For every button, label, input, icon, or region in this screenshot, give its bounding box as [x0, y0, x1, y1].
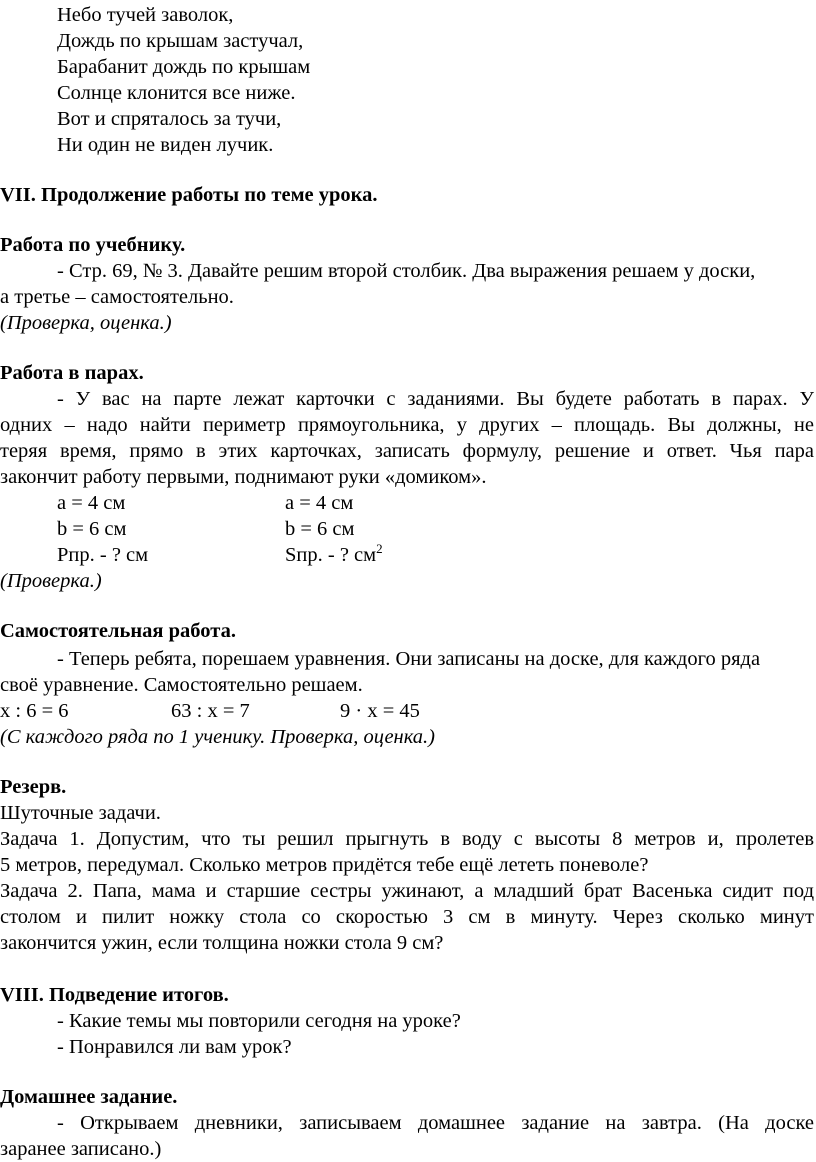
poem-line: Вот и спряталось за тучи,: [57, 108, 282, 130]
check-note: (С каждого ряда по 1 ученику. Проверка, оценка.): [0, 726, 436, 748]
equation: x : 6 = 6: [0, 700, 69, 722]
paragraph-line: теряя время, прямо в этих карточках, записать формулу, решение и ответ. Чья пара: [0, 440, 814, 462]
paragraph-line: закончит работу первыми, поднимают руки «домиком».: [0, 466, 487, 488]
check-note: (Проверка.): [0, 570, 102, 592]
subsection-heading: Резерв.: [0, 776, 67, 798]
subsection-heading: Работа в парах.: [0, 362, 144, 384]
check-note: (Проверка, оценка.): [0, 312, 172, 334]
subsection-heading: Работа по учебнику.: [0, 234, 186, 256]
poem-line: Дождь по крышам застучал,: [57, 30, 304, 52]
task-line: 5 метров, передумал. Сколько метров придётся тебе ещё лететь поневоле?: [0, 854, 649, 876]
paragraph-line: - Стр. 69, № 3. Давайте решим второй столбик. Два выражения решаем у доски,: [57, 260, 756, 282]
task-line: Задача 2. Папа, мама и старшие сестры ужинают, а младший брат Васенька сидит под: [0, 880, 814, 902]
equation: 63 : x = 7: [171, 700, 250, 722]
card2-value: b = 6 см: [285, 518, 355, 540]
poem-line: Небо тучей заволок,: [57, 4, 234, 26]
paragraph-line: заранее записано.): [0, 1138, 162, 1160]
task-line: Задача 1. Допустим, что ты решил прыгнуть в воду с высоты 8 метров и, пролетев: [0, 828, 814, 850]
paragraph-line: - У вас на парте лежат карточки с заданиями. Вы будете работать в парах. У: [57, 388, 814, 410]
poem-line: Барабанит дождь по крышам: [57, 56, 311, 78]
card1-value: a = 4 см: [57, 492, 126, 514]
card1-value: Рпр. - ? см: [57, 544, 149, 566]
paragraph-line: одних – надо найти периметр прямоугольника, у других – площадь. Вы должны, не: [0, 414, 814, 436]
subsection-heading: Домашнее задание.: [0, 1086, 178, 1108]
card2-value: a = 4 см: [285, 492, 354, 514]
question-line: - Понравился ли вам урок?: [57, 1036, 292, 1058]
subsection-heading: Самостоятельная работа.: [0, 620, 236, 642]
section-heading: VII. Продолжение работы по теме урока.: [0, 184, 378, 206]
equation: 9 · x = 45: [340, 700, 420, 722]
paragraph-line: - Теперь ребята, порешаем уравнения. Они записаны на доске, для каждого ряда: [57, 648, 761, 670]
card1-value: b = 6 см: [57, 518, 127, 540]
paragraph-line: - Открываем дневники, записываем домашнее задание на завтра. (На доске: [57, 1112, 814, 1134]
paragraph-line: своё уравнение. Самостоятельно решаем.: [0, 674, 363, 696]
paragraph-line: а третье – самостоятельно.: [0, 286, 234, 308]
card2-area-line: [285, 542, 383, 568]
question-line: - Какие темы мы повторили сегодня на уроке?: [57, 1010, 461, 1032]
superscript: 2: [376, 541, 383, 556]
poem-line: Солнце клонится все ниже.: [57, 82, 296, 104]
task-line: закончится ужин, если толщина ножки стола 9 см?: [0, 932, 444, 954]
poem-line: Ни один не виден лучик.: [57, 134, 274, 156]
card2-value: Sпр. - ? см: [285, 544, 377, 566]
task-line: столом и пилит ножку стола со скоростью 3 см в минуту. Через сколько минут: [0, 906, 814, 928]
paragraph-line: Шуточные задачи.: [0, 802, 161, 824]
section-heading: VIII. Подведение итогов.: [0, 984, 229, 1006]
